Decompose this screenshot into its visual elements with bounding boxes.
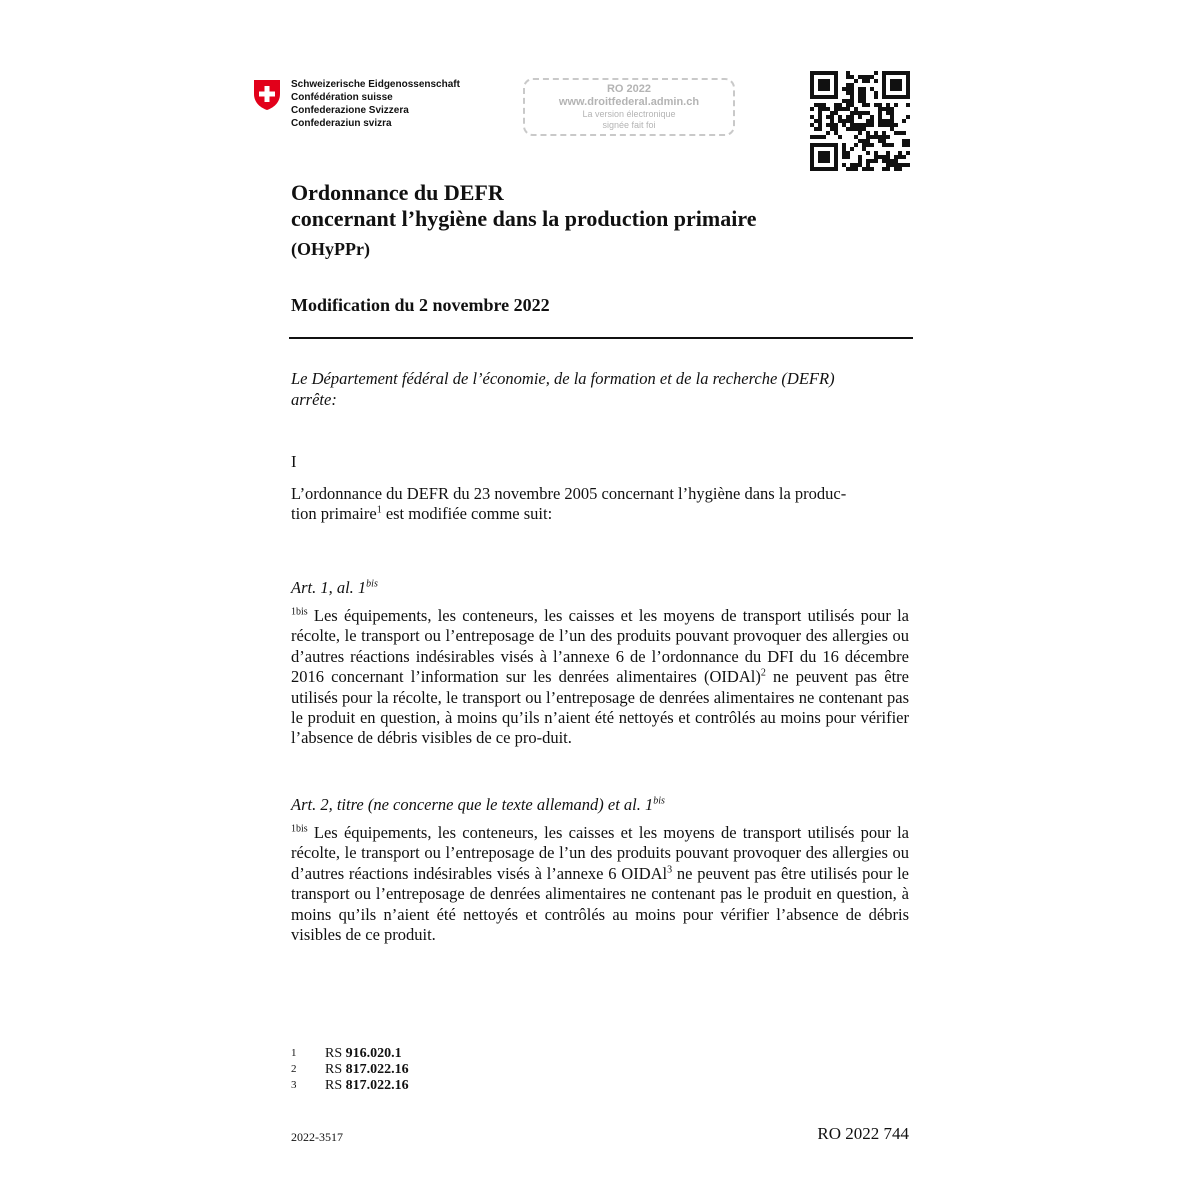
footnote-2 [291,1062,409,1078]
art2-paragraph [291,823,909,945]
official-compilation-reference: RO 2022 744 [817,1124,909,1143]
footnotes [291,1046,409,1094]
electronic-signature-stamp [523,78,735,136]
art2-para-number: 1bis [291,823,308,835]
stamp-website: www.droitfederal.admin.ch [558,96,700,108]
qr-code-icon [810,71,910,171]
footnote-ref-2[interactable]: 2 [760,667,766,679]
art1-text-a: Les équipements, les conteneurs, les caisses et les moyens de transport utilisés pour la récolte, le transport ou l’entreposage de l’un des produits pouvant provoquer des allergies ou d’autres réactions indésirables visés à l’annexe 6 de l’ordonnance du DFI du 16 décembre 2016 concernant l’information sur les denrées alimentaires (OIDAl) [291,606,909,687]
preamble [291,368,911,410]
footnote-1 [291,1046,409,1062]
art2-heading [291,795,665,815]
art2-text-a: Les équipements, les conteneurs, les caisses et les moyens de transport utilisés pour la récolte, le transport ou l’entreposage de l’un des produits pouvant provoquer des allergies ou d’autres réactions indésirables visés à l’annexe 6 OIDAl [291,823,909,883]
art2-text-b: ne peuvent pas être utilisés pour le transport ou l’entreposage de denrées alimentaires ne contenant pas le produit en question, à moins qu’ils n’aient été nettoyés et contrôlés au moins pour vérifier l’absence de débris visibles de ce produit. [291,863,909,945]
confederation-name-fr: Confédération suisse [291,92,393,103]
preamble-line-2: arrête: [291,390,337,409]
footnote-reference: 916.020.1 [345,1046,402,1061]
title-divider [289,337,913,339]
section-number: I [291,452,297,471]
intro-line-1: L’ordonnance du DEFR du 23 novembre 2005 concernant l’hygiène dans la produc- [291,484,847,503]
footnote-3 [291,1078,409,1094]
footnote-ref-3[interactable]: 3 [667,864,673,876]
footnote-reference: 817.022.16 [345,1078,409,1093]
modification-date: Modification du 2 novembre 2022 [291,295,550,315]
preamble-line-1: Le Département fédéral de l’économie, de la formation et de la recherche (DEFR) [291,369,835,388]
stamp-note-2: signée fait foi [602,120,656,130]
swiss-coat-of-arms-icon [253,79,281,111]
title-abbreviation: (OHyPPr) [291,239,370,259]
footnote-reference: 817.022.16 [345,1062,409,1077]
footnote-prefix: RS [325,1046,346,1061]
art1-heading-sup: bis [366,578,378,590]
art1-paragraph [291,606,909,749]
art1-heading [291,578,378,598]
stamp-ro: RO 2022 [606,83,652,95]
footnote-number: 3 [291,1079,297,1091]
confederation-name-de: Schweizerische Eidgenossenschaft [291,79,460,90]
confederation-name-rm: Confederaziun svizra [291,118,392,129]
art2-heading-text: Art. 2, titre (ne concerne que le texte allemand) et al. 1 [291,795,654,814]
art2-heading-sup: bis [653,795,665,807]
stamp-note-1: La version électronique [582,109,676,119]
document-title [291,180,756,232]
footnote-number: 2 [291,1063,297,1075]
art1-text-b: ne peuvent pas être utilisés pour la récolte, le transport ou l’entreposage de denrées alimentaires ne contenant pas le produit en question, à moins qu’ils n’aient été nettoyés et contrôlés au moins pour vérifier l’absence de débris visibles de ce pro-duit. [291,667,909,748]
intro-line-2 [291,504,909,524]
intro-text-end: est modifiée comme suit: [381,504,553,524]
intro-paragraph [291,484,909,525]
footnote-number: 1 [291,1047,297,1059]
footnote-prefix: RS [325,1062,346,1077]
art1-para-number: 1bis [291,606,308,618]
intro-text: tion primaire [291,504,377,524]
title-line-1: Ordonnance du DEFR [291,180,504,205]
art1-heading-text: Art. 1, al. 1 [291,578,367,597]
document-number: 2022-3517 [291,1130,343,1144]
title-line-2: concernant l’hygiène dans la production primaire [291,206,757,231]
confederation-name-it: Confederazione Svizzera [291,105,409,116]
confederation-names [291,78,460,130]
footnote-prefix: RS [325,1078,346,1093]
footnote-ref-1[interactable]: 1 [376,504,382,516]
